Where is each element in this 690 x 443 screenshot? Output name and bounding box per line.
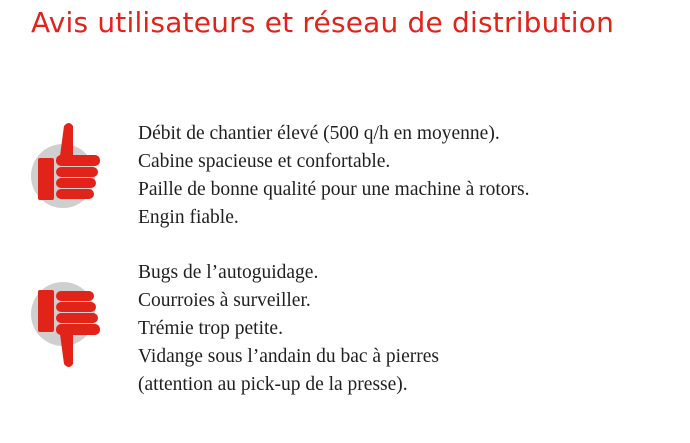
pros-item: Cabine spacieuse et confortable.: [138, 151, 391, 172]
cons-item: Bugs de l’autoguidage.: [138, 262, 319, 283]
cons-item: Courroies à surveiller.: [138, 290, 311, 311]
cons-item: Vidange sous l’andain du bac à pierres: [138, 346, 439, 367]
pros-list: [138, 120, 530, 232]
cons-item: Trémie trop petite.: [138, 318, 283, 339]
cons-item: (attention au pick-up de la presse).: [138, 374, 408, 395]
pros-item: Engin fiable.: [138, 207, 239, 228]
pros-item: Paille de bonne qualité pour une machine à rotors.: [138, 179, 530, 200]
cons-list: [138, 259, 439, 399]
pros-item: Débit de chantier élevé (500 q/h en moyenne).: [138, 123, 500, 144]
thumbs-up-icon: [20, 120, 110, 210]
thumbs-down-icon: [20, 280, 110, 370]
page-title: Avis utilisateurs et réseau de distribution: [31, 6, 615, 39]
